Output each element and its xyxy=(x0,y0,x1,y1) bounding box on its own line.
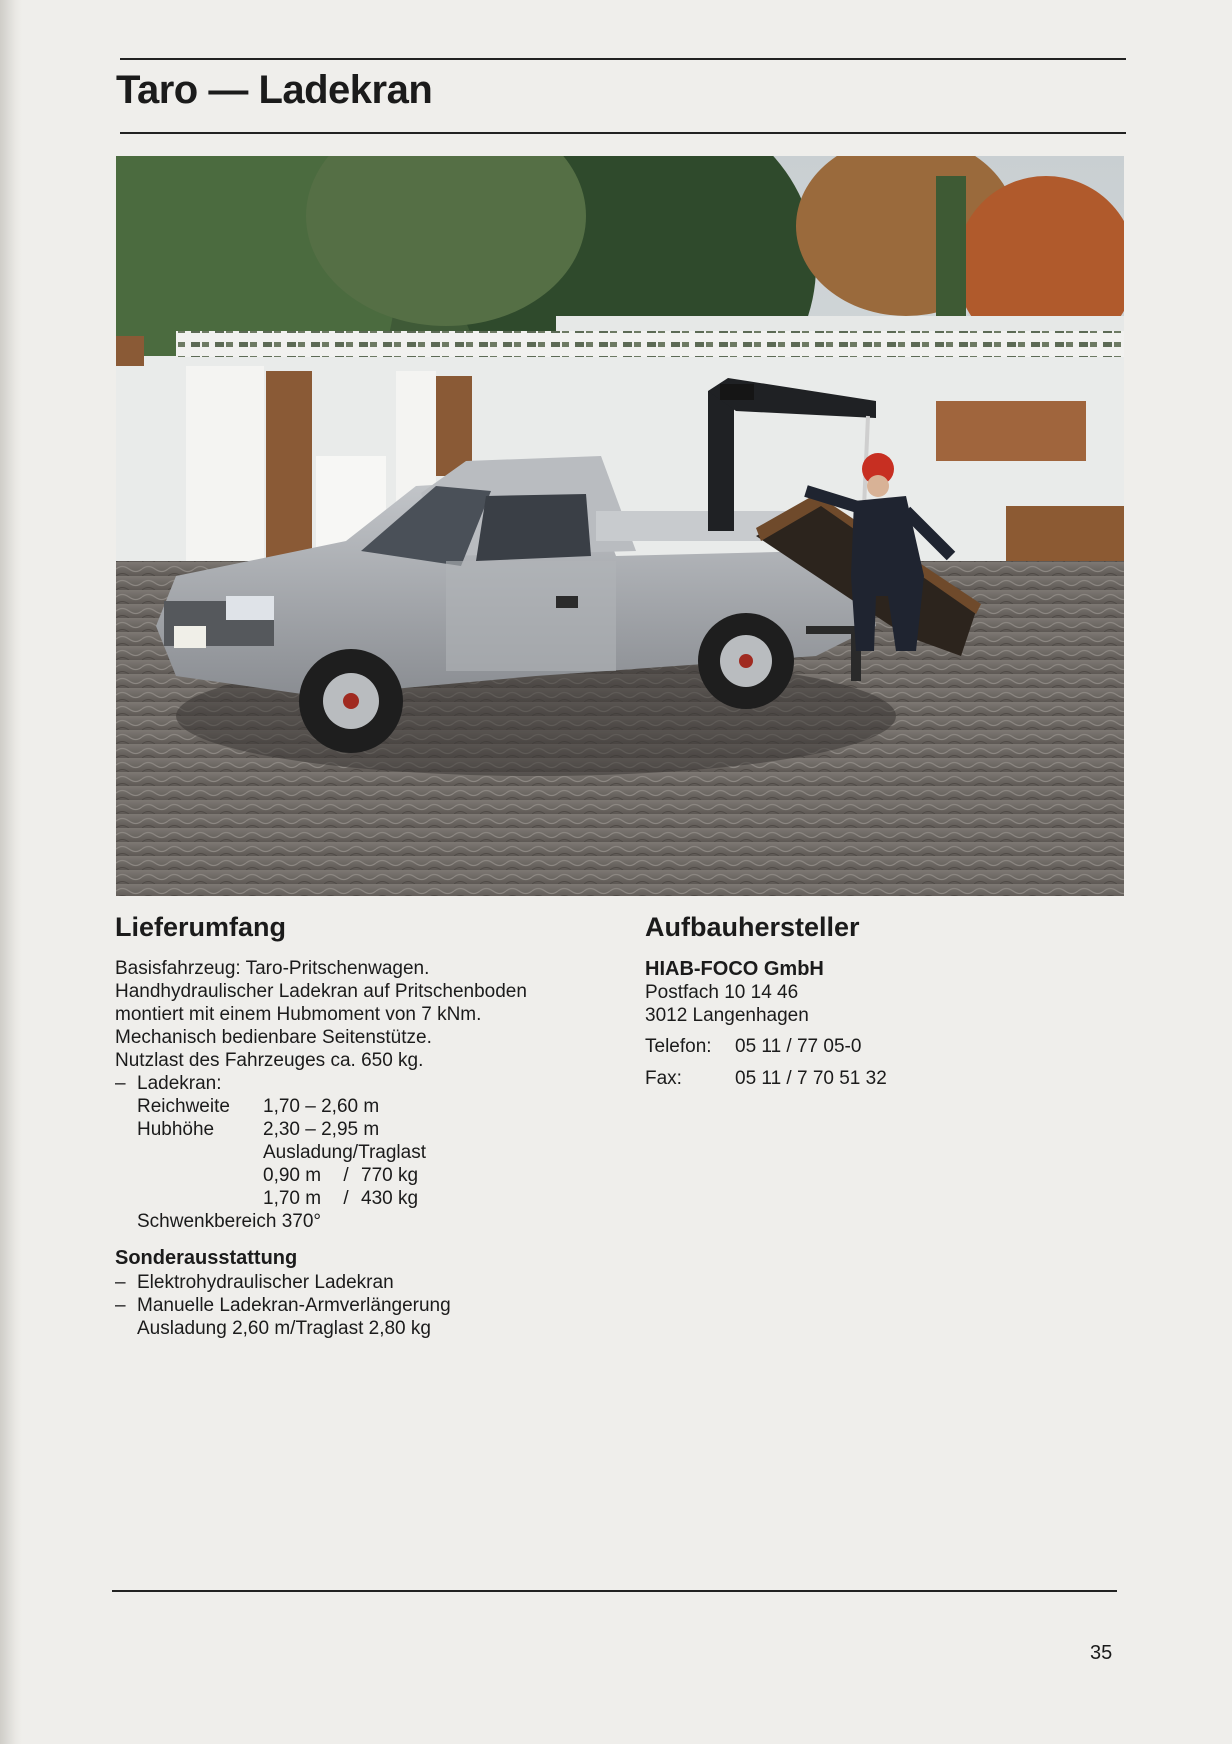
options-heading: Sonderausstattung xyxy=(115,1247,298,1269)
spec-row xyxy=(115,1118,635,1141)
fax-number: 05 11 / 7 70 51 32 xyxy=(735,1068,887,1089)
company-address xyxy=(645,981,1105,1027)
load-reach: 0,90 m xyxy=(263,1165,322,1186)
address-line: 3012 Langenhagen xyxy=(645,1005,809,1026)
load-row xyxy=(115,1187,635,1210)
company-name: HIAB-FOCO GmbH xyxy=(645,958,824,980)
page-title: Taro — Ladekran xyxy=(116,68,433,112)
phone-number: 05 11 / 77 05-0 xyxy=(735,1036,862,1057)
pickup-crane-illustration xyxy=(116,156,1124,896)
ladekran-item xyxy=(115,1072,635,1095)
list-dash: – xyxy=(115,1295,126,1316)
load-separator: / xyxy=(343,1188,349,1209)
option-line: Manuelle Ladekran-Armverlängerung xyxy=(137,1295,451,1316)
option-line: Ausladung 2,60 m/Traglast 2,80 kg xyxy=(137,1318,431,1339)
swing-range: Schwenkbereich 370° xyxy=(137,1211,321,1232)
intro-line: Basisfahrzeug: Taro-Pritschenwagen. xyxy=(115,958,430,979)
load-row xyxy=(115,1164,635,1187)
lieferumfang-heading: Lieferumfang xyxy=(115,912,287,942)
product-photo xyxy=(116,156,1124,896)
option-item xyxy=(115,1294,635,1340)
option-text xyxy=(137,1294,451,1340)
spec-value: 2,30 – 2,95 m xyxy=(263,1119,380,1140)
intro-text xyxy=(115,957,635,1072)
spec-key: Hubhöhe xyxy=(137,1119,215,1140)
aufbauhersteller-heading: Aufbauhersteller xyxy=(645,912,860,942)
load-reach: 1,70 m xyxy=(263,1188,322,1209)
binding-shadow xyxy=(0,0,22,1744)
intro-line: Mechanisch bedienbare Seitenstütze. xyxy=(115,1027,432,1048)
title-rule xyxy=(120,132,1126,134)
intro-line: Handhydraulischer Ladekran auf Pritschenboden xyxy=(115,981,527,1002)
spec-row xyxy=(115,1095,635,1118)
delivery-scope-column xyxy=(115,912,635,1340)
load-separator: / xyxy=(343,1165,349,1186)
top-rule xyxy=(120,58,1126,60)
spec-key: Reichweite xyxy=(137,1096,230,1117)
option-item xyxy=(115,1271,635,1294)
address-line: Postfach 10 14 46 xyxy=(645,982,799,1003)
list-dash: – xyxy=(115,1073,126,1094)
load-weight: 770 kg xyxy=(361,1165,419,1186)
spec-value: 1,70 – 2,60 m xyxy=(263,1096,380,1117)
manufacturer-column xyxy=(645,912,1105,1091)
load-weight: 430 kg xyxy=(361,1188,419,1209)
page-number: 35 xyxy=(1090,1642,1113,1664)
fax-row xyxy=(645,1067,1105,1091)
list-dash: – xyxy=(115,1272,126,1293)
phone-row xyxy=(645,1035,1105,1059)
bottom-rule xyxy=(112,1590,1117,1592)
fax-label: Fax: xyxy=(645,1068,682,1089)
intro-line: Nutzlast des Fahrzeuges ca. 650 kg. xyxy=(115,1050,424,1071)
load-header: Ausladung/Traglast xyxy=(263,1142,427,1163)
ladekran-label: Ladekran: xyxy=(137,1073,222,1094)
option-text: Elektrohydraulischer Ladekran xyxy=(137,1272,394,1293)
intro-line: montiert mit einem Hubmoment von 7 kNm. xyxy=(115,1004,482,1025)
phone-label: Telefon: xyxy=(645,1036,712,1057)
